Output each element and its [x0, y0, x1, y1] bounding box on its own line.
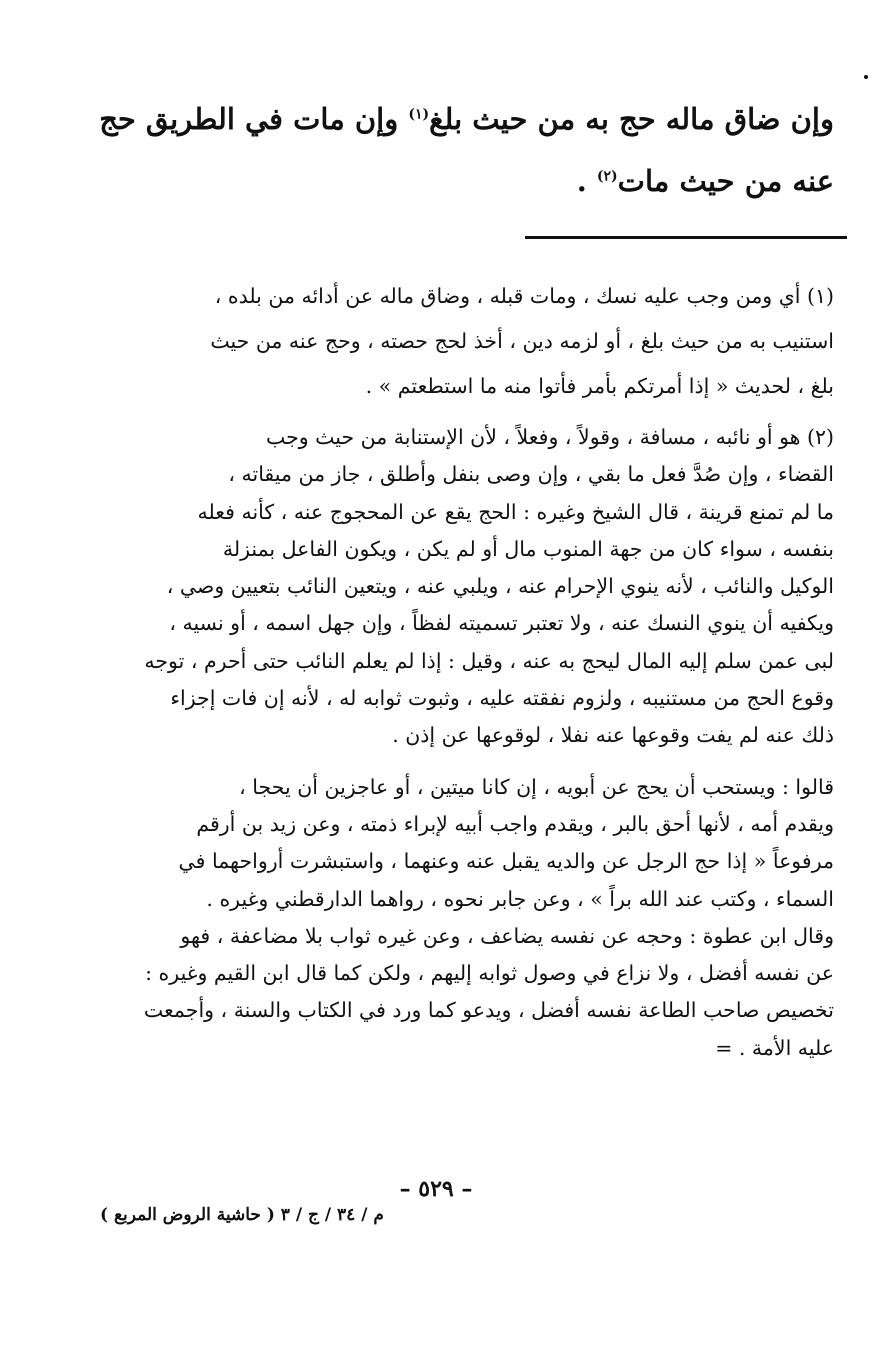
footnote-line: لبى عمن سلم إليه المال ليحج به عنه ، وقيل : إذا لم يعلم النائب حتى أحرم ، توجه [144, 648, 834, 673]
footnotes [100, 274, 834, 1077]
footnote-line: بلغ ، لحديث « إذا أمرتكم بأمر فأتوا منه ما استطعتم » . [365, 374, 834, 398]
footnote-2-continued [100, 769, 834, 1067]
footnote-1 [100, 274, 834, 409]
margin-mark [864, 75, 868, 79]
main-line-1-tail: وإن مات في الطريق حج [99, 102, 409, 136]
footnote-line: وقوع الحج من مستنيبه ، ولزوم نفقته عليه ، وثبوت ثوابه له ، لأنه إن فات إجزاء [170, 686, 834, 711]
main-text [99, 88, 834, 212]
footnote-line: بنفسه ، سواء كان من جهة المنوب مال أو لم يكن ، ويكون الفاعل بمنزلة [222, 536, 834, 561]
footnote-separator [525, 236, 847, 239]
footnote-line: قالوا : ويستحب أن يحج عن أبويه ، إن كانا ميتين ، أو عاجزين أن يحجا ، [239, 774, 834, 799]
main-line-1 [99, 88, 834, 150]
signature-mark: م / ٣٤ / ج / ٣ ( حاشية الروض المربع ) [100, 1205, 384, 1225]
footnote-2 [100, 419, 834, 755]
footnote-line: ذلك عنه لم يفت وقوعها عنه نفلا ، لوقوعها عن إذن . [392, 723, 834, 748]
footnote-line: الوكيل والنائب ، لأنه ينوي الإحرام عنه ، ويلبي عنه ، ويتعين النائب بتعيين وصي ، [166, 574, 834, 599]
footnote-line: تخصيص صاحب الطاعة نفسه أفضل ، ويدعو كما ورد في الكتاب والسنة ، وأجمعت [143, 998, 834, 1023]
main-line-2-tail: . [576, 164, 597, 198]
footnote-line: ويكفيه أن ينوي النسك عنه ، ولا تعتبر تسميته لفظاً ، وإن جهل اسمه ، أو نسيه ، [169, 611, 834, 636]
footnote-ref-2: (٢) [596, 168, 618, 185]
footnote-line: السماء ، وكتب عند الله براً » ، وعن جابر نحوه ، رواهما الدارقطني وغيره . [206, 886, 834, 911]
footnote-line: (١) أي ومن وجب عليه نسك ، ومات قبله ، وضاق ماله عن أدائه من بلده ، [214, 284, 834, 308]
page-number: – ٥٢٩ – [399, 1176, 473, 1202]
footnote-line: مرفوعاً « إذا حج الرجل عن والديه يقبل عنه وعنهما ، واستبشرت أرواحهما في [178, 849, 834, 874]
main-line-2-text: عنه من حيث مات [617, 164, 834, 198]
footnote-line: استنيب به من حيث بلغ ، أو لزمه دين ، أخذ لحج حصته ، وحج عنه من حيث [210, 329, 834, 353]
main-line-2 [110, 150, 834, 212]
footnote-line: وقال ابن عطوة : وحجه عن نفسه يضاعف ، وعن غيره ثواب بلا مضاعفة ، فهو [180, 923, 834, 948]
footnote-line: عن نفسه أفضل ، ولا نزاع في وصول ثوابه إليهم ، ولكن كما قال ابن القيم وغيره : [145, 961, 834, 986]
footnote-line: القضاء ، وإن صُدَّ فعل ما بقي ، وإن وصى بنفل وأطلق ، جاز من ميقاته ، [228, 462, 834, 487]
footnote-ref-1: (١) [408, 106, 430, 123]
footnote-line: (٢) هو أو نائبه ، مسافة ، وقولاً ، وفعلاً ، لأن الإستنابة من حيث وجب [265, 425, 834, 449]
footnote-line: ويقدم أمه ، لأنها أحق بالبر ، ويقدم واجب أبيه لإبراء ذمته ، وعن زيد بن أرقم [196, 811, 834, 836]
footnote-line: عليه الأمة . = [715, 1035, 834, 1060]
main-line-1-text: وإن ضاق ماله حج به من حيث بلغ [429, 102, 834, 136]
footnote-line: ما لم تمنع قرينة ، قال الشيخ وغيره : الحج يقع عن المحجوج عنه ، كأنه فعله [197, 499, 834, 524]
